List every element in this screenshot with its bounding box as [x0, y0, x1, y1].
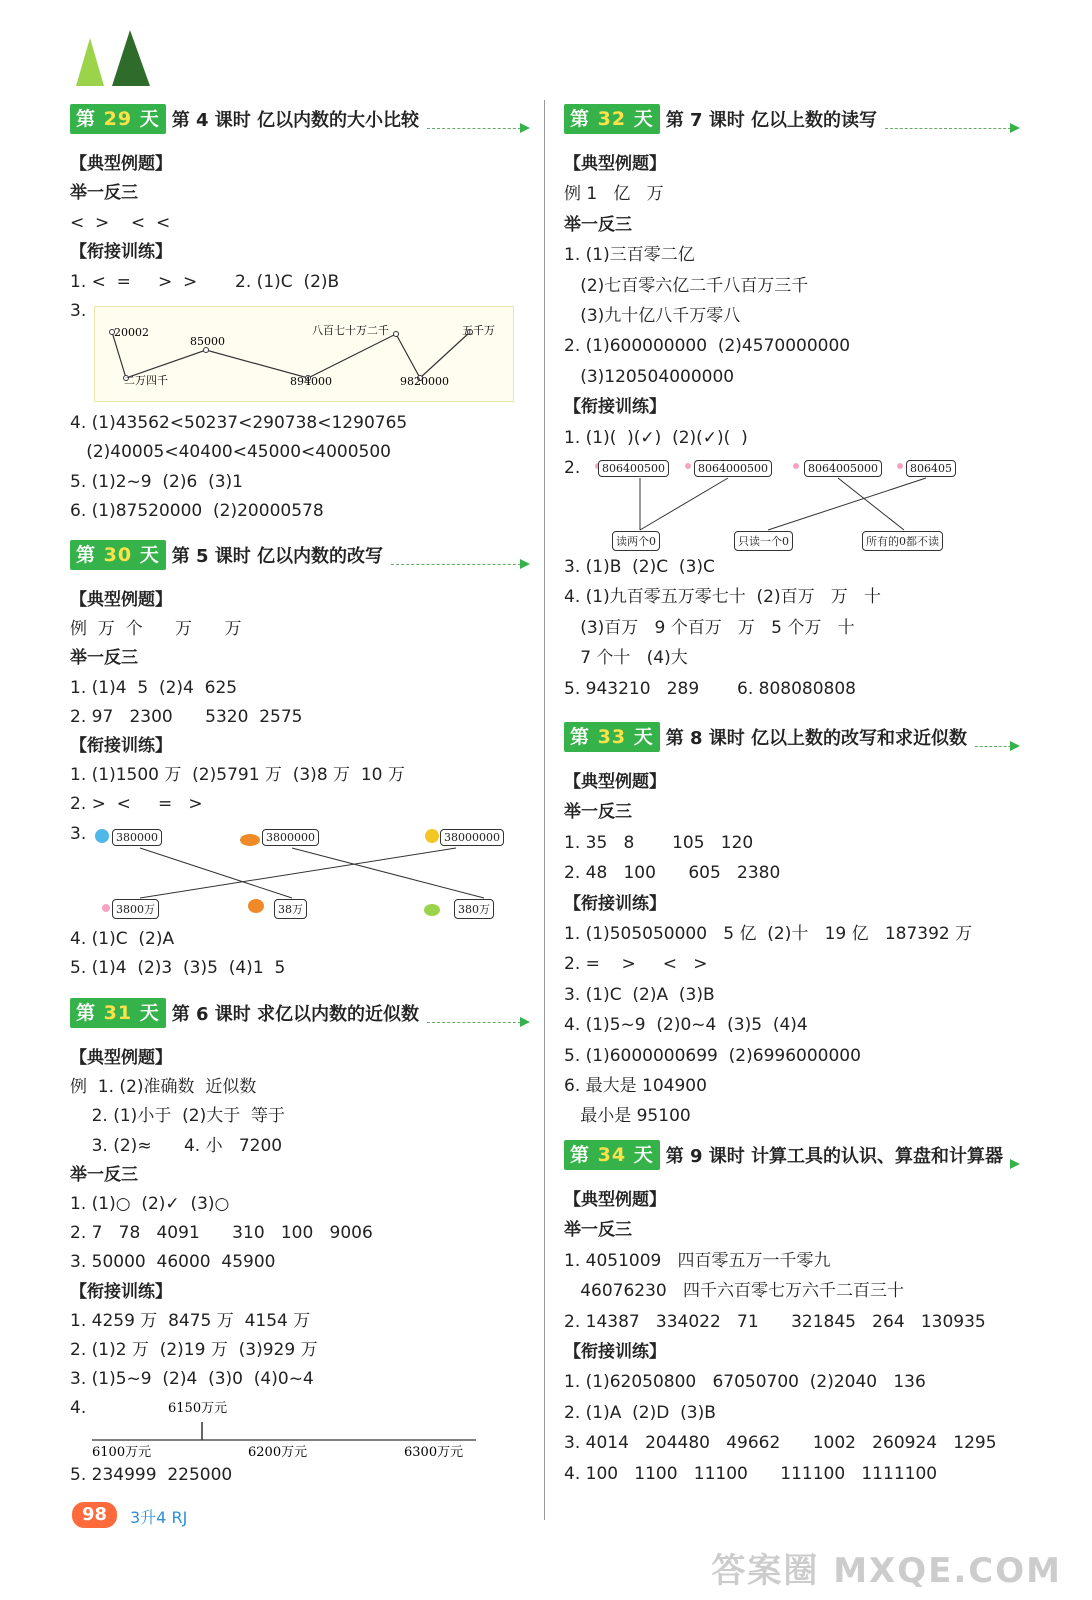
fig30-bottom-box: 38万: [274, 899, 307, 919]
day-badge: 第 34 天: [564, 1140, 660, 1170]
answer-line: 1. (1)62050800 67050700 (2)2040 136: [564, 1372, 926, 1393]
lesson-header-32: [564, 102, 1016, 136]
section-heading: 【衔接训练】: [564, 893, 666, 914]
fig-31-number-line: [88, 1394, 488, 1464]
answer-line: 4.: [70, 1398, 87, 1419]
lesson-title: 第 6 课时 求亿以内数的近似数: [171, 1004, 420, 1025]
answer-line: 5. (1)2~9 (2)6 (3)1: [70, 471, 243, 492]
answer-line: 2. (1)小于 (2)大于 等于: [70, 1106, 286, 1127]
day-badge: 第 33 天: [564, 722, 660, 752]
answer-line: 例 1. (2)准确数 近似数: [70, 1077, 257, 1098]
fig32-top-box: 8064000500: [694, 460, 772, 477]
fig32-bottom-box: 只读一个0: [734, 531, 793, 551]
watermark: 答案圈 MXQE.COM: [711, 1551, 1062, 1591]
answer-line: (2)40005<40400<45000<4000500: [70, 442, 391, 463]
nl-tick-label: 6200万元: [248, 1445, 308, 1460]
answer-line: (3)120504000000: [564, 366, 735, 387]
answer-line: (3)百万 9 个百万 万 5 个万 十: [564, 617, 855, 638]
grade-label: 3升4 RJ: [130, 1508, 188, 1527]
section-heading: 【衔接训练】: [564, 397, 666, 418]
fig30-top-box: 380000: [112, 829, 162, 846]
section-heading: 【衔接训练】: [70, 242, 172, 263]
answer-line: 4. (1)九百零五万零七十 (2)百万 万 十: [564, 587, 882, 608]
section-heading: 【典型例题】: [564, 154, 666, 174]
answer-line: 2. (1)A (2)D (3)B: [564, 1402, 716, 1423]
answer-line: 3. 50000 46000 45900: [70, 1252, 276, 1273]
answer-line: 2. = > < >: [564, 954, 708, 975]
answer-line: (3)九十亿八千万零八: [564, 306, 741, 326]
answer-line: 2. 7 78 4091 310 100 9006: [70, 1223, 373, 1244]
answer-line: 举一反三: [70, 648, 138, 669]
fig32-bottom-box: 读两个0: [612, 531, 660, 551]
answer-line: 1. (1)1500 万 (2)5791 万 (3)8 万 10 万: [70, 765, 405, 786]
answer-line: (2)七百零六亿二千八百万三千: [564, 275, 809, 296]
answer-line: 4. 100 1100 11100 111100 1111100: [564, 1463, 938, 1484]
answer-line: 举一反三: [564, 802, 632, 823]
answer-line: 3.: [70, 823, 87, 844]
answer-line: 4. (1)5~9 (2)0~4 (3)5 (4)4: [564, 1015, 808, 1036]
day-badge: 第 29 天: [70, 104, 166, 134]
answer-line: 2. 97 2300 5320 2575: [70, 706, 303, 727]
answer-line: 1. (1)505050000 5 亿 (2)十 19 亿 187392 万: [564, 924, 973, 944]
answer-line: 3. (1)5~9 (2)4 (3)0 (4)0~4: [70, 1369, 314, 1390]
answer-line: 5. 943210 289 6. 808080808: [564, 678, 856, 699]
answer-line: 5. 234999 225000: [70, 1465, 233, 1485]
lesson-header-34: [564, 1138, 1016, 1172]
answer-line: 3. 4014 204480 49662 1002 260924 1295: [564, 1433, 997, 1454]
answer-line: 4. (1)C (2)A: [70, 929, 175, 949]
answer-line: 6. 最大是 104900: [564, 1076, 707, 1096]
page-number: 98: [72, 1502, 117, 1528]
answer-line: 例 万 个 万 万: [70, 619, 242, 640]
answer-line: 3. (1)B (2)C (3)C: [564, 557, 715, 577]
nl-tick-label: 6100万元: [92, 1445, 152, 1460]
answer-line: 举一反三: [70, 1164, 138, 1185]
answer-line: 46076230 四千六百零七万六千二百三十: [564, 1281, 904, 1302]
answer-line: 例 1 亿 万: [564, 184, 664, 205]
fig30-top-box: 3800000: [262, 829, 319, 846]
lesson-title: 第 8 课时 亿以上数的改写和求近似数: [665, 728, 968, 749]
answer-line: 3.: [70, 301, 87, 321]
fig29-label: 八百七十万二千: [312, 324, 389, 337]
answer-line: 5. (1)6000000699 (2)6996000000: [564, 1045, 861, 1066]
answer-line: 1. 4051009 四百零五万一千零九: [564, 1250, 831, 1271]
answer-line: 1. 4259 万 8475 万 4154 万: [70, 1310, 311, 1331]
fig32-top-box: 806405: [906, 460, 956, 477]
answer-line: 1. (1)三百零二亿: [564, 245, 695, 266]
answer-line: 2. (1)600000000 (2)4570000000: [564, 336, 851, 357]
fig32-top-box: 806400500: [598, 460, 669, 477]
answer-line: 举一反三: [70, 183, 138, 204]
answer-line: 1. (1)( )(✓) (2)(✓)( ): [564, 427, 748, 448]
day-badge: 第 31 天: [70, 998, 166, 1028]
day-badge: 第 32 天: [564, 104, 660, 134]
day-badge: 第 30 天: [70, 540, 166, 570]
nl-mark-label: 6150万元: [168, 1401, 228, 1416]
fig32-bottom-box: 所有的0都不读: [862, 531, 943, 551]
section-heading: 【典型例题】: [564, 1190, 666, 1210]
section-heading: 【典型例题】: [70, 590, 172, 610]
fig30-top-box: 38000000: [440, 829, 504, 846]
lesson-title: 第 9 课时 计算工具的认识、算盘和计算器: [665, 1146, 1004, 1167]
fig29-label: 85000: [190, 335, 225, 348]
tree-logo: [72, 28, 156, 90]
lesson-header-30: [70, 538, 526, 572]
section-heading: 【衔接训练】: [564, 1342, 666, 1362]
nl-tick-label: 6300万元: [404, 1445, 464, 1460]
answer-line: 1. (1)○ (2)✓ (3)○: [70, 1194, 230, 1214]
lesson-title: 第 7 课时 亿以上数的读写: [665, 110, 878, 131]
answer-line: 2.: [564, 458, 581, 478]
fig29-label: 20002: [114, 326, 149, 339]
answer-line: 举一反三: [564, 214, 632, 235]
fig29-label: 二万四千: [124, 374, 168, 387]
fig29-label: 9820000: [400, 375, 449, 388]
section-heading: 【典型例题】: [564, 772, 666, 792]
fig29-label: 894000: [290, 375, 332, 388]
answer-line: 7 个十 (4)大: [564, 648, 688, 669]
answer-line: < > < <: [70, 212, 171, 233]
answer-line: 3. (2)≈ 4. 小 7200: [70, 1135, 283, 1156]
lesson-title: 第 5 课时 亿以内数的改写: [171, 546, 384, 567]
lesson-title: 第 4 课时 亿以内数的大小比较: [171, 110, 420, 131]
section-heading: 【衔接训练】: [70, 1281, 172, 1302]
section-heading: 【典型例题】: [70, 1048, 172, 1068]
answer-line: 1. (1)4 5 (2)4 625: [70, 677, 238, 698]
answer-line: 6. (1)87520000 (2)20000578: [70, 501, 324, 522]
answer-line: 2. > < = >: [70, 794, 203, 815]
lesson-header-29: [70, 102, 526, 136]
fig30-bottom-box: 380万: [454, 899, 494, 919]
section-heading: 【衔接训练】: [70, 736, 172, 756]
answer-line: 2. (1)2 万 (2)19 万 (3)929 万: [70, 1340, 318, 1360]
fig32-top-box: 8064005000: [804, 460, 882, 477]
fig-29-line-graph: [94, 306, 514, 402]
answer-line: 2. 48 100 605 2380: [564, 863, 781, 884]
answer-line: 4. (1)43562<50237<290738<1290765: [70, 413, 408, 433]
answer-line: 最小是 95100: [564, 1106, 691, 1127]
section-heading: 【典型例题】: [70, 154, 172, 174]
answer-line: 5. (1)4 (2)3 (3)5 (4)1 5: [70, 958, 286, 978]
answer-line: 3. (1)C (2)A (3)B: [564, 984, 715, 1005]
fig30-bottom-box: 3800万: [112, 899, 159, 919]
lesson-header-33: [564, 720, 1016, 754]
lesson-header-31: [70, 996, 526, 1030]
answer-line: 1. 35 8 105 120: [564, 832, 754, 853]
column-divider: [544, 100, 545, 1520]
answer-line: 1. < = > > 2. (1)C (2)B: [70, 271, 340, 292]
fig29-label: 五千万: [462, 324, 495, 337]
answer-line: 2. 14387 334022 71 321845 264 130935: [564, 1311, 986, 1332]
answer-line: 举一反三: [564, 1220, 632, 1241]
